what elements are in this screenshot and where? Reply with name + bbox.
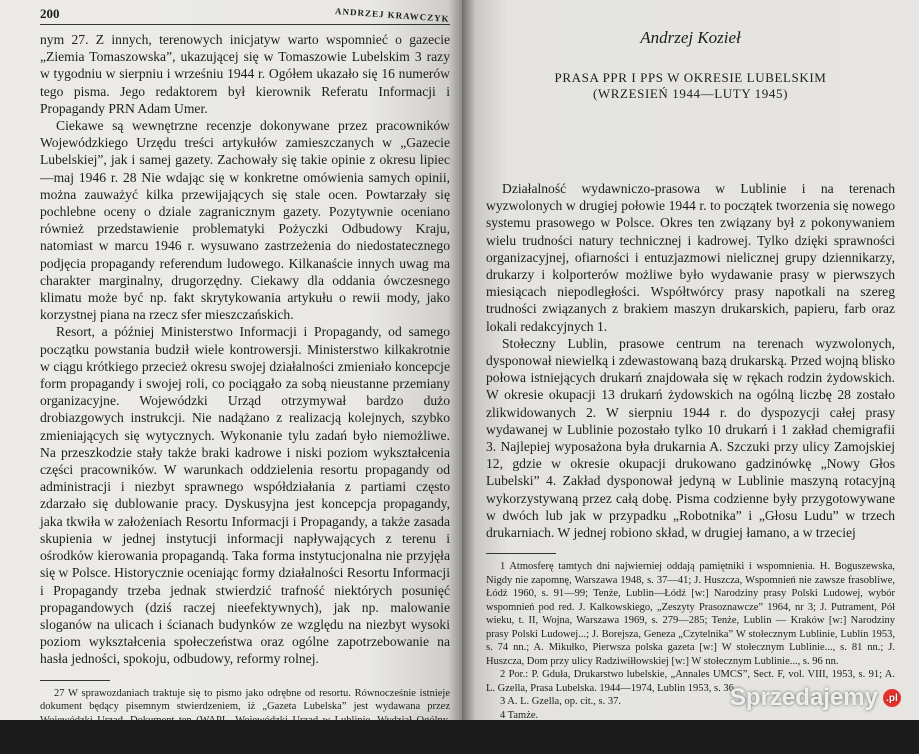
article-title: [486, 70, 895, 102]
footnote-divider: [40, 680, 110, 681]
running-head: [40, 6, 450, 25]
left-footnotes: [40, 687, 450, 754]
footnote: 28 AAN, MIP, k. 670.: [54, 741, 147, 753]
paragraph: nym 27. Z innych, terenowych inicjatyw warto wspomnieć o gazecie „Ziemia Tomaszowska”, ukazującej się w Tomaszowie Lubelskim 3 razy w tygodniu w sierpniu i wrześniu 1944 r. Ogółem ukazało się 16 numerów tego pisma. Jego redaktorem był kierownik Referatu Informacji i Propagandy PRN Adam Umer.: [40, 32, 450, 116]
article-author: Andrzej Kozieł: [640, 28, 741, 47]
footnote: 3 A. L. Gzella, op. cit., s. 37.: [500, 696, 622, 708]
page-number: 200: [40, 6, 60, 21]
watermark-text: Sprzedajemy: [729, 684, 878, 711]
paragraph: Działalność wydawniczo-prasowa w Lublinie i na terenach wyzwolonych w drugiej połowie 1944 r. to początek tworzenia się nowego systemu prasowego w Polsce. Okres ten związany był z pokonywaniem wielu trudności natury technicznej i kadrowej. Tylko dzięki sprawności organizacyjnej, ofiarności i entuzjazmowi nielicznej grupy dziennikarzy, drukarzy i kolporterów możliwe było wydawanie prasy w pierwszych miesiącach niepodległości. Współtwórcy prasy napotkali na szereg trudności związanych z brakiem maszyn drukarskich, papieru, farb oraz lokali redakcyjnych 1.: [486, 181, 895, 334]
title-line: PRASA PPR I PPS W OKRESIE LUBELSKIM: [554, 70, 827, 85]
left-body-text: [40, 31, 450, 668]
paragraph: Resort, a później Ministerstwo Informacji i Propagandy, od samego początku powstania budził wiele kontrowersji. Ministerstwo kilkakrotnie w ciągu krótkiego przecież okresu swojej działalności zmieniało koncepcje form propagandy i swojej roli, co pociągało za sobą nieustanne przemiany organizacyjne. Wojewódzki Urząd otrzymywał bardzo dużo drobiazgowych instrukcji. Nie nadążano z realizacją kolejnych, szybko zmieniających się wytycznych. Wykonanie tylu zadań było niemożliwe. Na przeszkodzie stały także braki kadrowe i niski poziom wykształcenia części pracowników. W warunkach oddzielenia resortu propagandy od administracji i niezbyt sprawnego współdziałania z partiami często zdarzało się dublowanie pracy. Dyskusyjna jest koncepcja propagandy, jaka tkwiła w założeniach Resortu Informacji i Propagandy, a także zasada skupienia w jednej instytucji informacji napływających z terenu i ośrodków kierowania propagandą. Taka forma instytucjonalna nie przyjęła się w Polsce. Historycznie oceniając formy działalności Resortu Informacji i Propagandy trzeba jednak stwierdzić trafność niektórych posunięć propagandowych (dziś raczej nieefektywnych), jak np. malowanie sloganów na ulicach i ścianach budynków ze względu na niezbyt wysoki poziom wykształcenia społeczeństwa oraz ogólne zapotrzebowanie na hasła jedności, spokoju, odbudowy, reformy rolnej.: [40, 324, 450, 667]
paragraph: Stołeczny Lublin, prasowe centrum na terenach wyzwolonych, dysponował niewielką i zdewastowaną bazą drukarską. Przed wojną blisko połowa istniejących drukarń znajdowała się w rękach rodzin żydowskich. W okresie okupacji 13 drukarń żydowskich na ogólną liczbę 28 zostało zlikwidowanych 2. W sierpniu 1944 r. do dyspozycji całej prasy wydawanej w Lublinie pozostało tylko 10 drukarń i 1 zakład chemigrafii 3. Najlepiej wyposażona była drukarnia A. Szczuki przy ulicy Zamojskiej 12, gdzie w okresie okupacji drukowano gadzinówkę „Nowy Głos Lubelski” 4. Zakład dysponował jedyną w Lublinie maszyną rotacyjną wykorzystywaną przez całą dobę. Pisma codzienne były przygotowywane w dwóch lub jak w przypadku „Robotnika” i „Głosu Ludu” w trzech drukarniach. W jednej robiono skład, w drugiej łamano, a w trzeciej: [486, 335, 895, 541]
footnote: 2 Por.: P. Gduła, Drukarstwo lubelskie, „Annales UMCS”, Sect. F, vol. VIII, 1953, s. 91; A. L. Gzella, Prasa Lubelska. 1944—1974, Lublin 1953, s. 36.: [486, 669, 895, 694]
watermark-logo: [730, 684, 901, 712]
footnote: 27 W sprawozdaniach traktuje się to pismo jako odrębne od resortu. Równocześnie istnieje dokument będący pisemnym stwierdzeniem, iż „Gazeta Lubelska” jest wydawana przez Wojewódzki Urząd. Dokument ten (WAPL, Wojewódzki Urząd w Lublinie, Wydział Ogólny, 303), niestety, bez daty, jak wynika z treści, wydany został już po rozpoczęciu edycji gazety.: [40, 687, 450, 740]
right-book-page: [462, 0, 919, 720]
paragraph: Ciekawe są wewnętrzne recenzje dokonywane przez pracowników Wojewódzkiego Urzędu treści artykułów zamieszczanych w „Gazecie Lubelskiej”, jak i samej gazety. Zachowały się takie opinie z okresu lipiec—maj 1946 r. 28 Nie wdając się w konkretne omówienia samych opinii, można zauważyć kilka przewijających się stale ocen. Powtarzały się pochlebne oceny o dziale zagranicznym gazety. Pozytywnie oceniano również przedstawienie problematyki Pożyczki Odbudowy Kraju, natomiast w marcu 1946 r. wysuwano zastrzeżenia do niedostatecznego podjęcia propagandy referendum ludowego. Kilkanaście innych uwag ma charakter marginalny, drugorzędny. Ciekawy dla oddania ówczesnego klimatu może być np. fakt skrytykowania artykułu o rewii mody, jako korzystnej piana na rzecz sfer mieszczańskich.: [40, 118, 450, 323]
running-head-author: ANDRZEJ KRAWCZYK: [335, 6, 451, 24]
watermark-badge: .pl: [883, 689, 901, 707]
title-line: (WRZESIEŃ 1944—LUTY 1945): [592, 86, 789, 101]
footnote-divider: [486, 553, 556, 554]
footnote: 4 Tamże.: [500, 709, 539, 721]
footnote: 1 Atmosferę tamtych dni najwierniej oddają pamiętniki i wspomnienia. H. Boguszewska, Nigdy nie zapomnę, Warszawa 1948, s. 37—41; J. Huszcza, Wspomnień nie zawsze frasobliwe, Łódź 1960, s. 91—99; Tenże, Lublin—Łódź [w:] Narodziny prasy Polski Ludowej, wybór wspomnień pod red. J. Kalkowskiego, „Zeszyty Prasoznawcze” 1964, nr 3; J. Putrament, Pół wieku, t. II, Wojna, Warszawa 1969, s. 279—285; Tenże, Lublin — Kraków [w:] Narodziny prasy Polski Ludowej...; J. Borejsza, Geneza „Czytelnika” W stołecznym Lublinie, Lublin 1953, s. 74 nn.; A. Mikułko, Pierwsza polska gazeta [w:] W stołecznym Lublinie..., s. 81 nn.; J. Huszcza, Dom przy ulicy Radziwiłłowskiej [w:] W stołecznym Lublinie..., s. 96 nn.: [486, 561, 895, 667]
right-body-text: [486, 180, 895, 541]
